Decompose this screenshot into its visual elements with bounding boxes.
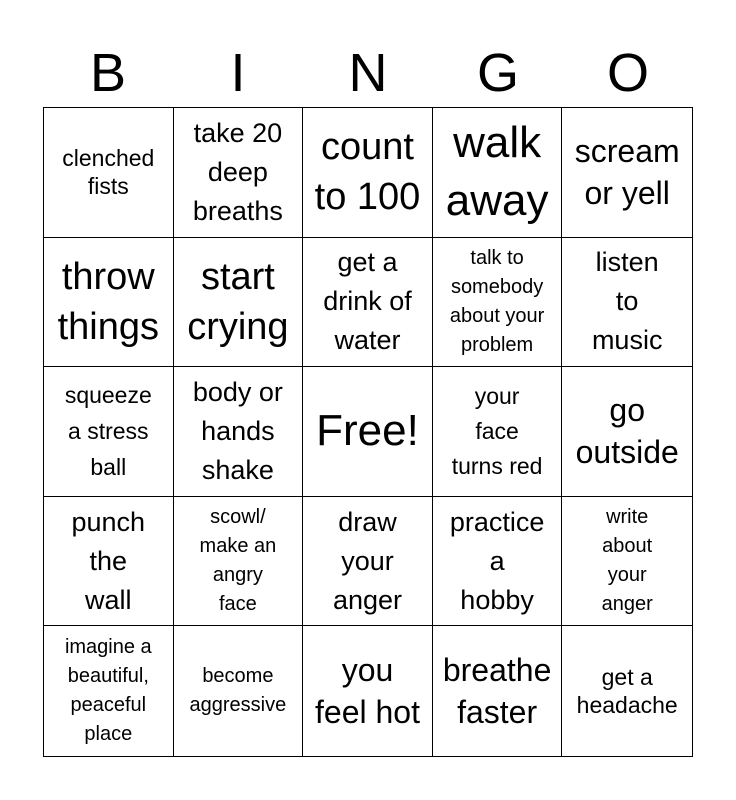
cell-text: walk away [445,118,549,226]
bingo-cell[interactable] [44,238,174,368]
header-letter-g: G [476,43,519,103]
cell-text: write about your anger [601,506,653,616]
bingo-cell[interactable] [303,238,433,368]
cell-text: scowl/ make an angry face [199,506,277,616]
free-space-label: Free! [316,406,419,456]
cell-text: squeeze a stress ball [64,382,152,481]
bingo-cell[interactable] [174,108,304,238]
bingo-board [43,107,693,757]
cell-text: get a drink of water [323,247,412,356]
bingo-cell[interactable] [433,238,563,368]
header-letter-i: I [230,43,246,103]
bingo-cell[interactable] [44,497,174,627]
header-letter-o: O [606,43,649,103]
cell-text: clenched fists [62,145,155,200]
cell-text: punch the wall [71,506,146,615]
bingo-cell[interactable] [562,626,692,756]
bingo-cell[interactable] [303,108,433,238]
cell-text: take 20 deep breaths [192,117,283,226]
bingo-cell[interactable] [44,108,174,238]
bingo-cell[interactable] [174,367,304,497]
bingo-cell[interactable] [433,497,563,627]
cell-text: imagine a beautiful, peaceful place [64,636,152,746]
cell-text: become aggressive [189,665,287,717]
bingo-cell[interactable] [44,626,174,756]
bingo-cell[interactable] [562,367,692,497]
cell-text: draw your anger [332,506,403,615]
cell-text: you feel hot [315,652,420,731]
cell-text: body or hands shake [192,376,283,485]
bingo-cell[interactable] [44,367,174,497]
cell-text: get a headache [576,664,678,719]
free-space[interactable] [303,367,433,497]
bingo-cell[interactable] [174,497,304,627]
bingo-cell[interactable] [433,626,563,756]
header-letter-n: N [348,43,388,103]
cell-text: breathe faster [442,652,552,731]
bingo-cell[interactable] [562,238,692,368]
cell-text: count to 100 [314,126,421,219]
cell-text: talk to somebody about your problem [449,246,545,356]
bingo-cell[interactable] [174,626,304,756]
bingo-cell[interactable] [433,108,563,238]
cell-text: throw things [57,255,159,348]
header-letter-b: B [89,43,127,103]
cell-text: listen to music [591,247,663,356]
cell-text: your face turns red [451,382,543,479]
bingo-cell[interactable] [174,238,304,368]
bingo-cell[interactable] [562,108,692,238]
cell-text: scream or yell [574,133,680,212]
cell-text: go outside [575,392,679,471]
cell-text: start crying [187,255,289,348]
bingo-header [43,40,693,106]
bingo-cell[interactable] [562,497,692,627]
bingo-cell[interactable] [433,367,563,497]
cell-text: practice a hobby [449,506,545,615]
bingo-cell[interactable] [303,626,433,756]
bingo-cell[interactable] [303,497,433,627]
